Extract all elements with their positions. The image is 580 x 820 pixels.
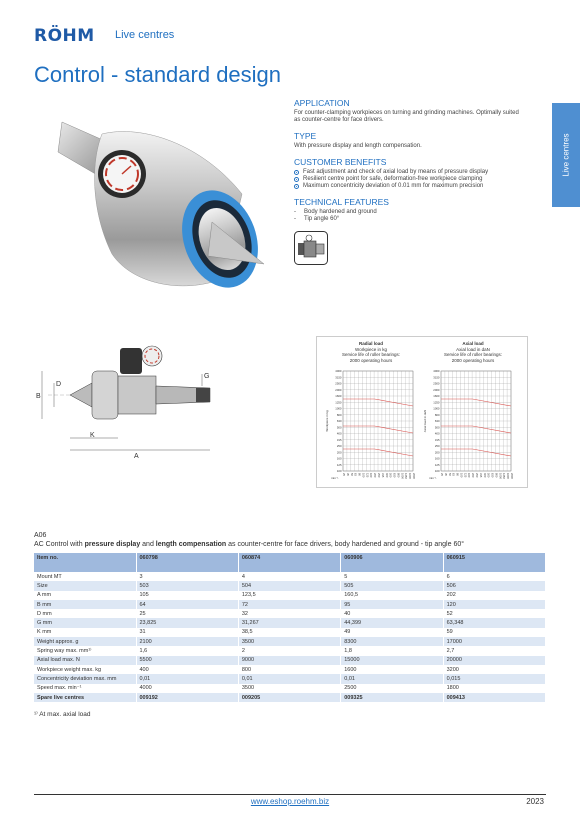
value-cell: 40 xyxy=(341,609,443,618)
right-x-tick: 50 xyxy=(447,473,451,476)
value-cell: 506 xyxy=(443,581,545,590)
value-cell: 400 xyxy=(136,665,238,674)
value-cell: 1,8 xyxy=(341,646,443,655)
benefit-item: Fast adjustment and check of axial load by means of pressure display xyxy=(294,169,526,176)
left-y-tick: 3150 xyxy=(335,375,342,380)
left-y-tick: 500 xyxy=(336,425,342,430)
left-x-tick: 50 xyxy=(349,473,353,476)
left-y-label: Workpiece in kg xyxy=(325,410,329,432)
right-x-tick: 35 xyxy=(443,473,447,476)
value-cell: 800 xyxy=(238,665,340,674)
value-cell: 2,7 xyxy=(443,646,545,655)
feature-item: - Tip angle 60° xyxy=(294,216,340,222)
table-code: A06 xyxy=(34,532,47,539)
table-row xyxy=(34,693,546,702)
table-row xyxy=(34,674,546,683)
value-cell: 63,348 xyxy=(443,618,545,627)
value-cell: 8300 xyxy=(341,637,443,646)
value-cell: 2500 xyxy=(341,684,443,693)
value-cell: 95 xyxy=(341,600,443,609)
left-y-tick: 4000 xyxy=(335,369,342,374)
header-cell: 060874 xyxy=(238,553,340,572)
table-caption: AC Control with pressure display and length compensation as counter-centre for face drivers, body hardened and ground - tip angle 60° xyxy=(34,541,465,548)
right-y-tick: 250 xyxy=(434,444,440,449)
left-x-tick: 25 xyxy=(342,473,345,476)
left-x-tick: 800 xyxy=(396,473,400,478)
row-label-cell: G mm xyxy=(34,618,136,627)
axial-load-title: Axial load Axial load in daN Service life of roller bearings: 2000 operating hours xyxy=(443,341,503,363)
application-text: For counter-clamping workpieces on turning and grinding machines. Optimally suited as counter-centre for face drivers. xyxy=(294,110,519,123)
right-x-tick: 1000 xyxy=(498,473,502,479)
right-y-tick: 1600 xyxy=(433,394,440,399)
dim-label-b: B xyxy=(36,393,41,400)
value-cell: 49 xyxy=(341,628,443,637)
left-y-tick: 2500 xyxy=(335,381,342,386)
row-label-cell: A mm xyxy=(34,591,136,600)
features-heading: TECHNICAL FEATURES xyxy=(294,197,389,207)
right-y-tick: 630 xyxy=(434,419,440,424)
table-footnote: ¹⁾ At max. axial load xyxy=(34,711,91,718)
value-cell: 009192 xyxy=(136,693,238,702)
value-cell: 503 xyxy=(136,581,238,590)
dim-label-d: D xyxy=(56,381,62,388)
value-cell: 25 xyxy=(136,609,238,618)
right-x-tick: 250 xyxy=(475,473,478,478)
right-x-tick: 160 xyxy=(467,473,471,478)
value-cell: 120 xyxy=(443,600,545,609)
left-y-tick: 315 xyxy=(336,437,342,442)
left-y-tick: 125 xyxy=(336,462,342,467)
value-cell: 504 xyxy=(238,581,340,590)
table-row xyxy=(34,628,546,637)
live-centre-icon xyxy=(294,231,328,265)
value-cell: 20000 xyxy=(443,656,545,665)
value-cell: 4 xyxy=(238,572,340,581)
value-cell: 9000 xyxy=(238,656,340,665)
value-cell: 31 xyxy=(136,628,238,637)
value-cell: 009205 xyxy=(238,693,340,702)
radial-load-title: Radial load Workpiece in kg Service life of roller bearings: 2000 operating hours xyxy=(341,341,401,363)
left-x-tick: 315 xyxy=(380,473,384,478)
product-photo xyxy=(52,104,278,304)
right-x-tick: 630 xyxy=(490,473,494,478)
feature-text-block xyxy=(294,98,526,223)
left-x-tick: 630 xyxy=(392,473,396,478)
left-x-tick: 400 xyxy=(384,473,388,478)
table-row xyxy=(34,646,546,655)
benefit-item: Maximum concentricity deviation of 0.01 mm for maximum precision xyxy=(294,183,526,190)
right-y-tick: 2500 xyxy=(433,381,440,386)
right-y-tick: 2000 xyxy=(433,387,440,392)
value-cell: 31,267 xyxy=(238,618,340,627)
right-y-tick: 200 xyxy=(434,450,440,455)
left-y-tick: 1250 xyxy=(335,400,342,405)
left-x-tick: 2000 xyxy=(412,473,415,479)
left-x-tick: 80 xyxy=(357,473,361,476)
value-cell: 3500 xyxy=(238,684,340,693)
header-cell: 060915 xyxy=(443,553,545,572)
value-cell: 44,399 xyxy=(341,618,443,627)
right-x-tick: 800 xyxy=(494,473,498,478)
left-y-tick: 2000 xyxy=(335,387,342,392)
value-cell: 17000 xyxy=(443,637,545,646)
row-label-cell: Spring way max. mm¹⁾ xyxy=(34,646,136,655)
value-cell: 3200 xyxy=(443,665,545,674)
type-heading: TYPE xyxy=(294,131,317,141)
feature-item: - Body hardened and ground xyxy=(294,209,377,215)
value-cell: 32 xyxy=(238,609,340,618)
value-cell: 0,015 xyxy=(443,674,545,683)
side-tab-label: Live centres xyxy=(561,133,571,177)
value-cell: 2100 xyxy=(136,637,238,646)
table-header-row xyxy=(34,553,546,572)
bullet-icon xyxy=(294,177,299,182)
right-x-tick: 1600 xyxy=(506,473,510,479)
benefits-heading: CUSTOMER BENEFITS xyxy=(294,157,387,167)
application-heading: APPLICATION xyxy=(294,98,350,108)
row-label-cell: D mm xyxy=(34,609,136,618)
left-y-tick: 200 xyxy=(336,450,342,455)
table-row xyxy=(34,618,546,627)
value-cell: 0,01 xyxy=(136,674,238,683)
row-label-cell: Concentricity deviation max. mm xyxy=(34,674,136,683)
value-cell: 1,6 xyxy=(136,646,238,655)
footer-year: 2023 xyxy=(526,797,544,806)
left-x-tick: 63 xyxy=(353,473,357,476)
table-row xyxy=(34,591,546,600)
dim-label-k: K xyxy=(90,432,95,439)
footer-divider xyxy=(34,794,546,795)
right-y-tick: 4000 xyxy=(433,369,440,374)
dim-label-a: A xyxy=(134,453,139,460)
left-y-tick: 160 xyxy=(336,456,342,461)
left-x-tick: 1600 xyxy=(408,473,412,479)
right-x-tick: 315 xyxy=(478,473,482,478)
header-cell: 060906 xyxy=(341,553,443,572)
value-cell: 6 xyxy=(443,572,545,581)
row-label-cell: Mount MT xyxy=(34,572,136,581)
left-x-tick: 250 xyxy=(377,473,380,478)
value-cell: 2 xyxy=(238,646,340,655)
value-cell: 105 xyxy=(136,591,238,600)
load-diagram-grids xyxy=(317,337,529,489)
load-diagram xyxy=(316,336,528,488)
table-row xyxy=(34,656,546,665)
right-x-tick: 25 xyxy=(440,473,443,476)
right-y-tick: 125 xyxy=(434,462,440,467)
right-y-tick: 1000 xyxy=(433,406,440,411)
benefit-item: Resilient centre point for safe, deformation-free workpiece clamping xyxy=(294,176,526,183)
right-y-tick: 315 xyxy=(434,437,440,442)
dim-label-g: G xyxy=(204,373,210,380)
value-cell: 15000 xyxy=(341,656,443,665)
table-row xyxy=(34,609,546,618)
value-cell: 009413 xyxy=(443,693,545,702)
value-cell: 1600 xyxy=(341,665,443,674)
value-cell: 160,5 xyxy=(341,591,443,600)
left-y-tick: 630 xyxy=(336,419,342,424)
table-row xyxy=(34,637,546,646)
section-title: Live centres xyxy=(115,29,175,41)
left-y-tick: 800 xyxy=(336,412,342,417)
row-label-cell: Spare live centres xyxy=(34,693,136,702)
right-x-tick: 400 xyxy=(482,473,486,478)
eshop-link[interactable]: www.eshop.roehm.biz xyxy=(250,797,330,806)
value-cell: 505 xyxy=(341,581,443,590)
left-y-tick: 250 xyxy=(336,444,342,449)
value-cell: 3 xyxy=(136,572,238,581)
value-cell: 3500 xyxy=(238,637,340,646)
technical-drawing xyxy=(34,338,214,468)
value-cell: 0,01 xyxy=(238,674,340,683)
right-x-tick: 500 xyxy=(486,473,490,478)
table-row xyxy=(34,684,546,693)
left-x-tick: 160 xyxy=(369,473,373,478)
page-title: Control - standard design xyxy=(34,62,282,87)
value-cell: 1800 xyxy=(443,684,545,693)
table-row xyxy=(34,581,546,590)
left-x-tick: 200 xyxy=(373,473,377,478)
right-x-tick: 2000 xyxy=(510,473,513,479)
row-label-cell: Axial load max. N xyxy=(34,656,136,665)
right-x-tick: 80 xyxy=(455,473,459,476)
value-cell: 5 xyxy=(341,572,443,581)
value-cell: 38,5 xyxy=(238,628,340,637)
row-label-cell: Speed max. min⁻¹ xyxy=(34,684,136,693)
left-x-tick: 500 xyxy=(388,473,392,478)
side-tab-live-centres[interactable] xyxy=(552,103,580,207)
roehm-logo: RÖHM xyxy=(34,26,95,46)
value-cell: 4000 xyxy=(136,684,238,693)
right-x-tick: 100 xyxy=(459,473,463,478)
right-y-tick: 1250 xyxy=(433,400,440,405)
right-x-tick: 63 xyxy=(451,473,455,476)
bullet-icon xyxy=(294,184,299,189)
right-y-tick: 160 xyxy=(434,456,440,461)
right-y-tick: 500 xyxy=(434,425,440,430)
header-cell: 060798 xyxy=(136,553,238,572)
value-cell: 0,01 xyxy=(341,674,443,683)
row-label-cell: Workpiece weight max. kg xyxy=(34,665,136,674)
left-y-tick: 1600 xyxy=(335,394,342,399)
value-cell: 72 xyxy=(238,600,340,609)
row-label-cell: Weight approx. g xyxy=(34,637,136,646)
spec-table xyxy=(34,553,546,702)
value-cell: 202 xyxy=(443,591,545,600)
right-y-tick: 3150 xyxy=(433,375,440,380)
left-x-tick: 125 xyxy=(365,473,369,478)
left-y-tick: 400 xyxy=(336,431,342,436)
table-row xyxy=(34,600,546,609)
right-y-tick: 100 xyxy=(434,469,440,474)
right-x-tick: 200 xyxy=(471,473,475,478)
left-y-tick: 100 xyxy=(336,469,342,474)
value-cell: 52 xyxy=(443,609,545,618)
right-y-label: Axial load in daN xyxy=(423,409,427,433)
value-cell: 5500 xyxy=(136,656,238,665)
right-y-tick: 400 xyxy=(434,431,440,436)
right-x-tick: 1250 xyxy=(502,473,506,479)
value-cell: 59 xyxy=(443,628,545,637)
left-x-unit: min⁻¹ xyxy=(331,476,339,480)
value-cell: 123,5 xyxy=(238,591,340,600)
right-x-unit: min⁻¹ xyxy=(429,476,437,480)
value-cell: 64 xyxy=(136,600,238,609)
left-y-tick: 1000 xyxy=(335,406,342,411)
row-label-cell: K mm xyxy=(34,628,136,637)
header-cell: Item no. xyxy=(34,553,136,572)
bullet-icon xyxy=(294,170,299,175)
right-x-tick: 125 xyxy=(463,473,467,478)
left-x-tick: 35 xyxy=(345,473,349,476)
table-row xyxy=(34,572,546,581)
left-x-tick: 1000 xyxy=(400,473,404,479)
value-cell: 009325 xyxy=(341,693,443,702)
row-label-cell: B mm xyxy=(34,600,136,609)
left-x-tick: 100 xyxy=(361,473,365,478)
row-label-cell: Size xyxy=(34,581,136,590)
value-cell: 23,825 xyxy=(136,618,238,627)
table-row xyxy=(34,665,546,674)
left-x-tick: 1250 xyxy=(404,473,408,479)
right-y-tick: 800 xyxy=(434,412,440,417)
type-text: With pressure display and length compensation. xyxy=(294,143,422,149)
